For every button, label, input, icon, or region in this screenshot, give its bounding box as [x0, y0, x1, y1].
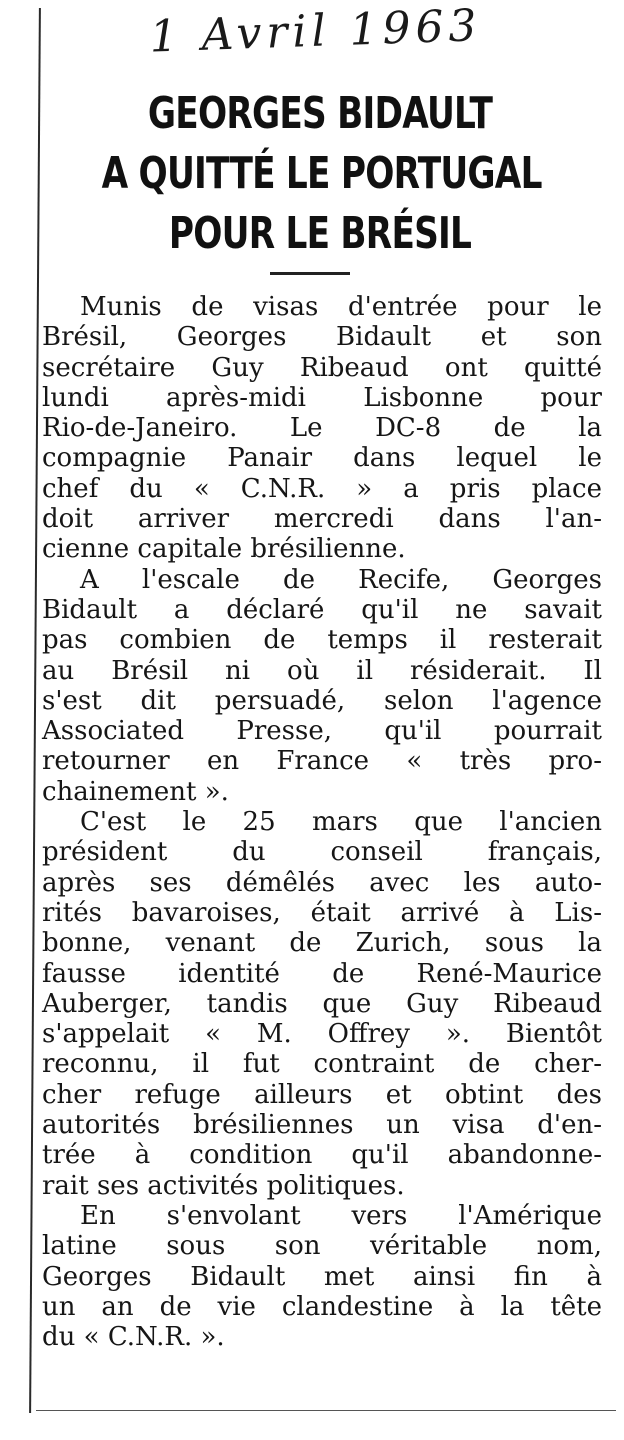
headline-line-3: POUR LE BRÉSIL — [168, 208, 472, 259]
article-line: reconnu, il fut contraint de cher- — [42, 1049, 602, 1080]
article-line: lundi après-midi Lisbonne pour — [42, 382, 602, 413]
article-line: rités bavaroises, était arrivé à Lis- — [42, 897, 602, 928]
article-line: pas combien de temps il resterait — [42, 625, 602, 656]
article-line: cher refuge ailleurs et obtint des — [42, 1079, 602, 1110]
article-line: fausse identité de René-Maurice — [42, 958, 602, 989]
article-line: du « C.N.R. ». — [42, 1322, 225, 1353]
article-line: En s'envolant vers l'Amérique — [80, 1200, 602, 1231]
article-line: Munis de visas d'entrée pour le — [80, 292, 602, 322]
headline — [101, 84, 542, 264]
article-line: A l'escale de Recife, Georges — [80, 564, 602, 595]
clipping-left-edge — [29, 8, 41, 1413]
article-line: retourner en France « très pro- — [42, 746, 602, 777]
article-line: bonne, venant de Zurich, sous la — [42, 928, 602, 959]
article-line: latine sous son véritable nom, — [42, 1231, 602, 1262]
article-line: Associated Presse, qu'il pourrait — [42, 716, 602, 747]
clipping-bottom-edge — [36, 1410, 616, 1411]
article-line: rait ses activités politiques. — [42, 1170, 405, 1201]
article-line: compagnie Panair dans lequel le — [42, 443, 602, 474]
article-line: Bidault a déclaré qu'il ne savait — [42, 594, 602, 625]
handwritten-date: 1 Avril 1963 — [148, 0, 483, 63]
article-line: doit arriver mercredi dans l'an- — [42, 504, 602, 535]
article-line: Rio-de-Janeiro. Le DC-8 de la — [42, 413, 602, 444]
article-line: Georges Bidault met ainsi fin à — [42, 1261, 602, 1292]
headline-divider — [270, 272, 350, 275]
article-line: chef du « C.N.R. » a pris place — [42, 473, 602, 504]
article-line: au Brésil ni où il résiderait. Il — [42, 655, 602, 686]
article-line: trée à condition qu'il abandonne- — [42, 1140, 602, 1171]
article-line: s'est dit persuadé, selon l'agence — [42, 685, 602, 716]
article-body — [42, 292, 602, 1352]
article-line: C'est le 25 mars que l'ancien — [80, 807, 602, 838]
article-line: autorités brésiliennes un visa d'en- — [42, 1110, 602, 1141]
article-line: après ses démêlés avec les auto- — [42, 867, 602, 898]
article-line: président du conseil français, — [42, 837, 602, 868]
headline-line-2: A QUITTÉ LE PORTUGAL — [101, 148, 542, 199]
article-line: secrétaire Guy Ribeaud ont quitté — [42, 352, 602, 383]
article-line: un an de vie clandestine à la tête — [42, 1291, 602, 1322]
headline-line-1: GEORGES BIDAULT — [147, 88, 493, 139]
article-line: Auberger, tandis que Guy Ribeaud — [42, 988, 602, 1019]
article-line: s'appelait « M. Offrey ». Bientôt — [42, 1019, 602, 1050]
article-line: Brésil, Georges Bidault et son — [42, 322, 602, 353]
article-line: cienne capitale brésilienne. — [42, 534, 406, 565]
article-line: chainement ». — [42, 776, 229, 807]
